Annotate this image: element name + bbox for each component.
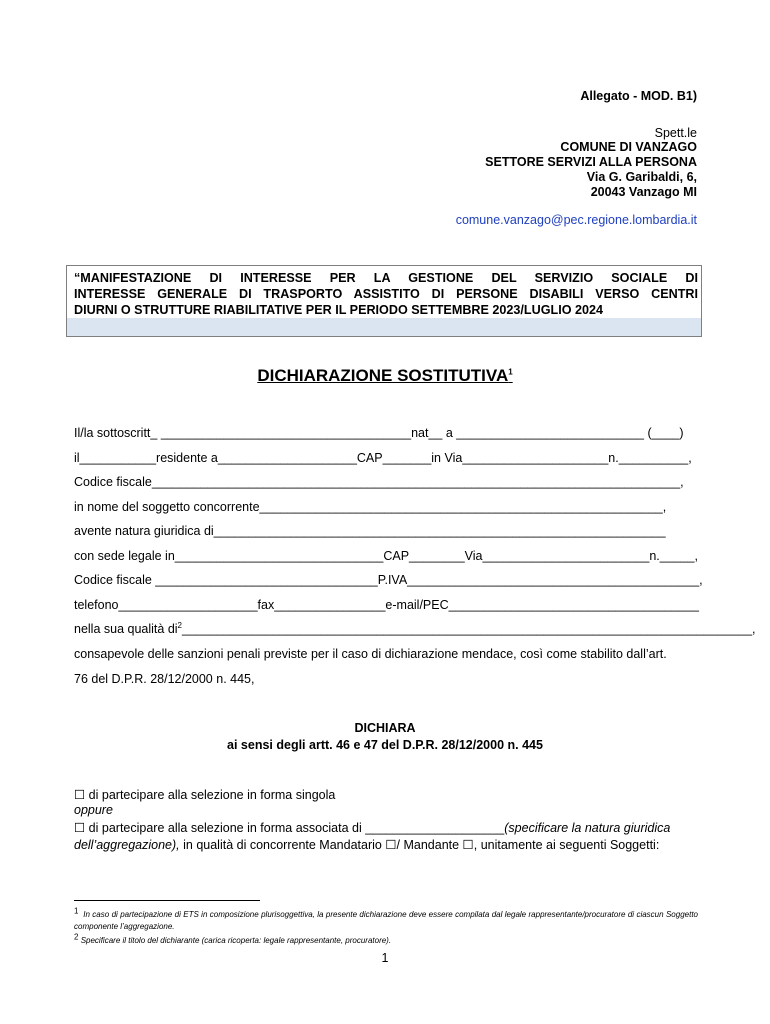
footnote-separator	[74, 900, 260, 901]
footnote-number-2: 2	[74, 932, 79, 942]
option-associata-note: (specificare la natura giuridica	[504, 821, 671, 835]
form-line-sottoscritto: Il/la sottoscritt_ ____________________________________nat__ a ___________________________ (____)	[74, 426, 684, 440]
consapevole-text: consapevole delle sanzioni penali previste per il caso di dichiarazione mendace, così come stabilito dall’art.	[74, 647, 667, 661]
form-line-sede-legale: con sede legale in______________________________CAP________Via________________________n._____,	[74, 549, 698, 563]
recipient-address: Via G. Garibaldi, 6,	[586, 170, 697, 184]
title-line: DIURNI O STRUTTURE RIABILITATIVE PER IL PERIODO SETTEMBRE 2023/LUGLIO 2024	[74, 303, 604, 317]
title-line: INTERESSE GENERALE DI TRASPORTO ASSISTITO DI PERSONE DISABILI VERSO CENTRI	[74, 287, 698, 301]
footnote-ref-1: 1	[508, 367, 513, 377]
form-line-codice-fiscale: Codice fiscale____________________________________________________________________________,	[74, 475, 684, 489]
form-line-residenza: il___________residente a____________________CAP_______in Via_____________________n.__________,	[74, 451, 692, 465]
mandatario-text[interactable]: in qualità di concorrente Mandatario ☐/ Mandante ☐, unitamente ai seguenti Soggetti:	[179, 838, 660, 852]
option-associata-text: ☐ di partecipare alla selezione in forma associata di ____________________	[74, 821, 505, 835]
option-associata[interactable]	[74, 820, 698, 835]
form-line-cf-piva: Codice fiscale ________________________________P.IVA__________________________________________,	[74, 573, 703, 587]
footnote-2	[74, 932, 698, 947]
doc-heading-text: DICHIARAZIONE SOSTITUTIVA	[257, 366, 509, 385]
recipient-comune: COMUNE DI VANZAGO	[560, 140, 697, 154]
footnote-2-text: Specificare il titolo del dichiarante (carica ricoperta: legale rappresentante, procuratore).	[80, 936, 392, 945]
spett-label: Spett.le	[654, 126, 697, 140]
page-number: 1	[381, 951, 389, 965]
dichiara-subtitle: ai sensi degli artt. 46 e 47 del D.P.R. 28/12/2000 n. 445	[227, 738, 543, 752]
footnote-1	[74, 906, 698, 933]
option-associata-cont	[74, 837, 698, 852]
footnote-ref-2: 2	[177, 620, 182, 630]
recipient-city: 20043 Vanzago MI	[590, 185, 697, 199]
allegato-label: Allegato - MOD. B1)	[580, 89, 697, 103]
dpr-reference: 76 del D.P.R. 28/12/2000 n. 445,	[74, 672, 255, 686]
form-line-natura-giuridica: avente natura giuridica di_________________________________________________________________	[74, 524, 666, 538]
oppure-label: oppure	[74, 803, 113, 817]
dichiara-title: DICHIARA	[354, 721, 416, 735]
manifestazione-title	[74, 270, 698, 318]
form-line-contatti: telefono____________________fax________________e-mail/PEC____________________________________	[74, 598, 699, 612]
form-line-qualita	[74, 620, 756, 636]
footnote-number-1: 1	[74, 906, 79, 916]
option-singola[interactable]: ☐ di partecipare alla selezione in forma singola	[74, 788, 336, 802]
aggregazione-note: dell’aggregazione),	[74, 838, 180, 852]
form-line-soggetto: in nome del soggetto concorrente__________________________________________________________,	[74, 500, 667, 514]
footnote-1-text: In caso di partecipazione di ETS in composizione plurisoggettiva, la presente dichiarazione deve essere compilata dal legale rappresentante/procuratore di ciascun Soggetto componente l’aggregazione.	[74, 910, 698, 931]
qualita-fill: __________________________________________________________________________________,	[182, 622, 756, 636]
title-line: “MANIFESTAZIONE DI INTERESSE PER LA GESTIONE DEL SERVIZIO SOCIALE DI	[74, 271, 698, 285]
doc-heading	[0, 366, 770, 386]
qualita-label: nella sua qualità di	[74, 622, 178, 636]
pec-link[interactable]: comune.vanzago@pec.regione.lombardia.it	[455, 213, 697, 227]
recipient-settore: SETTORE SERVIZI ALLA PERSONA	[485, 155, 697, 169]
